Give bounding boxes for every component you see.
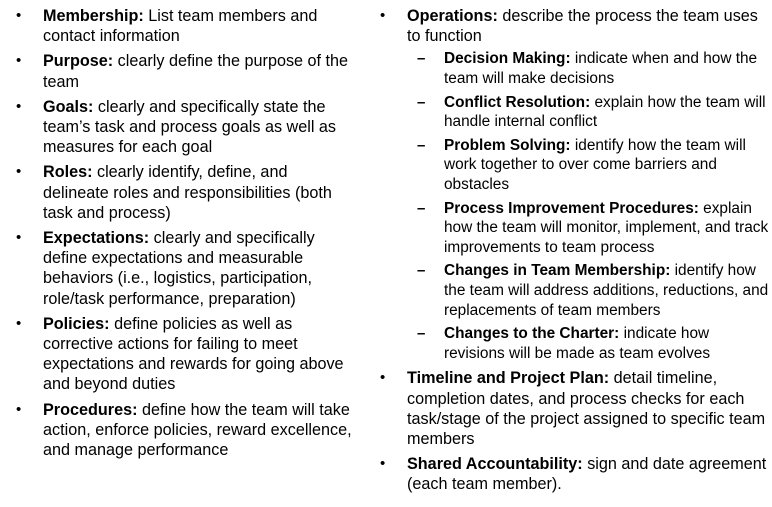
item-term: Timeline and Project Plan:	[407, 369, 610, 388]
bullet-icon: –	[417, 325, 426, 343]
sub-list-item	[407, 199, 770, 258]
bullet-icon: –	[417, 136, 426, 154]
list-item	[376, 454, 770, 494]
bullet-icon: •	[16, 163, 22, 181]
item-term: Conflict Resolution:	[444, 93, 591, 111]
bullet-icon: •	[380, 455, 386, 473]
item-description: clearly and specifically state the team’s task and process goals as well as measures for each goal	[43, 97, 337, 157]
item-term: Operations:	[407, 7, 498, 25]
bullet-icon: •	[16, 52, 22, 70]
bullet-icon: •	[16, 7, 22, 24]
list-item	[12, 51, 352, 91]
item-description: explain how the team will monitor, implement, and track improvements to team process	[444, 199, 769, 256]
item-term: Shared Accountability:	[407, 455, 583, 474]
item-description: define how the team will take action, enforce policies, reward excellence, and manage performance	[43, 400, 352, 460]
sub-list-item	[407, 261, 770, 320]
bullet-icon: •	[16, 314, 22, 332]
item-term: Changes in Team Membership:	[444, 262, 671, 280]
item-description: clearly define the purpose of the team	[43, 52, 349, 91]
bullet-icon: •	[380, 369, 386, 387]
sub-list-item	[407, 93, 770, 132]
item-term: Purpose:	[43, 52, 114, 71]
item-term: Decision Making:	[444, 50, 571, 68]
operations-sub-list	[407, 49, 770, 363]
item-description: identify how the team will work together to over come barriers and obstacles	[444, 136, 746, 193]
bullet-icon: –	[417, 93, 426, 111]
list-item	[12, 6, 352, 46]
bullet-icon: •	[16, 229, 22, 247]
bullet-icon: –	[417, 262, 426, 280]
item-description: detail timeline, completion dates, and process checks for each task/stage of the project assigned to specific team members	[407, 369, 766, 448]
item-description: clearly identify, define, and delineate roles and responsibilities (both task and process)	[43, 163, 332, 222]
item-term: Roles:	[43, 163, 93, 182]
left-column-list	[12, 6, 352, 465]
item-term: Procedures:	[43, 400, 138, 419]
list-item	[376, 368, 770, 449]
item-term: Policies:	[43, 314, 110, 333]
bullet-icon: –	[417, 50, 426, 68]
item-term: Process Improvement Procedures:	[444, 199, 699, 217]
item-description: indicate when and how the team will make decisions	[444, 50, 758, 87]
item-description: sign and date agreement (each team member).	[407, 455, 767, 494]
item-description: define policies as well as corrective actions for failing to meet expectations and rewards for going above and beyond duties	[43, 314, 344, 394]
item-term: Problem Solving:	[444, 136, 571, 154]
bullet-icon: •	[380, 7, 386, 24]
item-term: Changes to the Charter:	[444, 325, 620, 343]
list-item	[12, 97, 352, 158]
item-description: describe the process the team uses to function	[407, 7, 758, 46]
sub-list-item	[407, 136, 770, 195]
list-item-operations	[376, 6, 770, 363]
list-item	[12, 400, 352, 461]
bullet-icon: •	[16, 400, 22, 418]
item-description: List team members and contact information	[43, 7, 318, 46]
list-item	[12, 228, 352, 309]
sub-list-item	[407, 49, 770, 88]
right-column-list	[376, 6, 770, 500]
bullet-icon: –	[417, 199, 426, 217]
item-description: indicate how revisions will be made as team evolves	[444, 325, 711, 362]
list-item	[12, 162, 352, 223]
list-item	[12, 314, 352, 395]
item-term: Expectations:	[43, 229, 150, 248]
sub-list-item	[407, 324, 770, 363]
item-description: explain how the team will handle internal conflict	[444, 93, 766, 131]
item-term: Membership:	[43, 7, 144, 25]
item-description: clearly and specifically define expectations and measurable behaviors (i.e., logistics, participation, role/task performance, preparation)	[43, 229, 315, 308]
item-description: identify how the team will address additions, reductions, and replacements of team members	[444, 262, 769, 319]
bullet-icon: •	[16, 97, 22, 115]
item-term: Goals:	[43, 97, 94, 116]
